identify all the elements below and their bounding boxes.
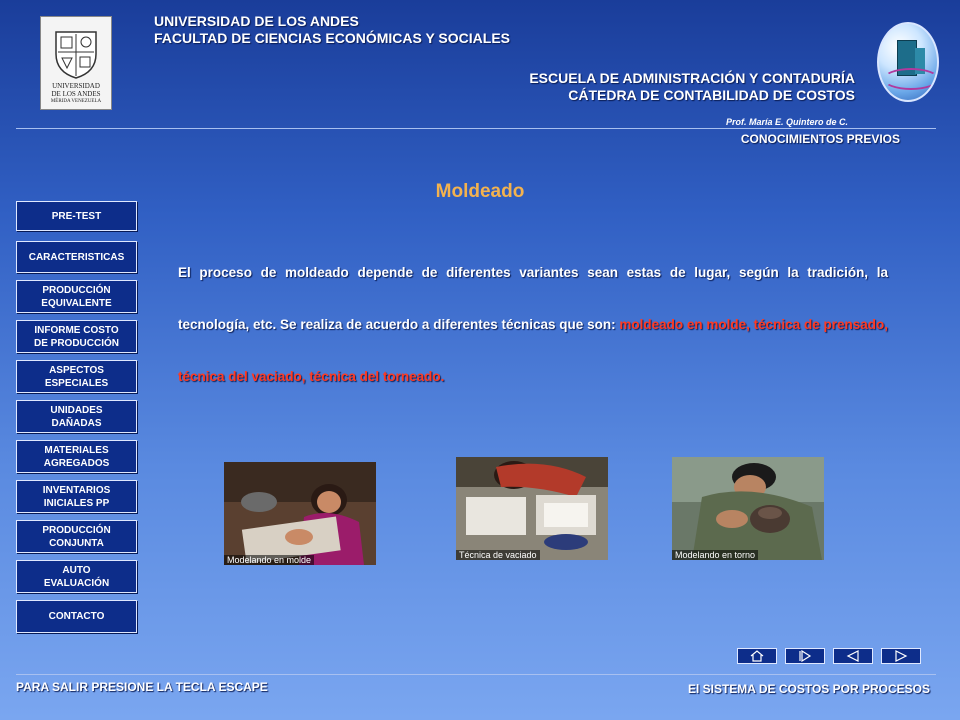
- wheel-photo-icon: [672, 457, 824, 560]
- nav-materiales-agregados[interactable]: [16, 440, 137, 473]
- footer-system-name: El SISTEMA DE COSTOS POR PROCESOS: [687, 682, 930, 696]
- photo-caption: Técnica de vaciado: [456, 550, 540, 560]
- nav-auto-evaluacion[interactable]: [16, 560, 137, 593]
- coat-of-arms-icon: [50, 28, 102, 80]
- school-name: ESCUELA DE ADMINISTRACIÓN Y CONTADURÍA: [529, 70, 855, 86]
- casting-photo-icon: [456, 457, 608, 560]
- nav-label: UNIDADES DAÑADAS: [50, 404, 103, 429]
- photo-torno: [672, 457, 824, 560]
- header-left: [154, 13, 510, 47]
- nav-label: AUTO EVALUACIÓN: [43, 564, 110, 589]
- skip-button[interactable]: [785, 648, 825, 664]
- molding-photo-icon: [224, 462, 376, 565]
- previous-icon: [846, 650, 860, 662]
- computer-globe-icon: [877, 22, 939, 102]
- nav-label: ASPECTOS ESPECIALES: [44, 364, 109, 389]
- nav-produccion-equivalente[interactable]: [16, 280, 137, 313]
- nav-label: PRODUCCIÓN CONJUNTA: [42, 524, 111, 549]
- header-divider: [16, 128, 936, 129]
- nav-label: PRE-TEST: [51, 210, 102, 222]
- nav-informe-costo[interactable]: [16, 320, 137, 353]
- photo-vaciado: [456, 457, 608, 560]
- photo-molde: [224, 462, 376, 565]
- university-name: UNIVERSIDAD DE LOS ANDES: [154, 13, 359, 29]
- university-logo: [40, 16, 112, 110]
- nav-pre-test[interactable]: [16, 201, 137, 231]
- skip-forward-icon: [798, 650, 812, 662]
- body-paragraph: [178, 247, 888, 403]
- home-button[interactable]: [737, 648, 777, 664]
- nav-contacto[interactable]: [16, 600, 137, 633]
- paragraph-highlight: moldeado en molde, técnica de prensado, técnica del vaciado, técnica del torneado.: [178, 317, 888, 384]
- footer-exit-hint: PARA SALIR PRESIONE LA TECLA ESCAPE: [16, 680, 268, 694]
- section-title: CONOCIMIENTOS PREVIOS: [740, 132, 900, 146]
- nav-label: CONTACTO: [48, 611, 105, 622]
- chair-name: CÁTEDRA DE CONTABILIDAD DE COSTOS: [568, 87, 855, 103]
- nav-label: CARACTERISTICAS: [28, 251, 125, 263]
- nav-unidades-danadas[interactable]: [16, 400, 137, 433]
- logo-line-3: MÉRIDA VENEZUELA: [50, 99, 102, 104]
- page-title: Moldeado: [435, 181, 525, 202]
- photo-caption: Modelando en molde: [224, 555, 314, 565]
- nav-label: PRODUCCIÓN EQUIVALENTE: [41, 284, 112, 309]
- home-icon: [750, 650, 764, 662]
- nav-aspectos-especiales[interactable]: [16, 360, 137, 393]
- footer-divider: [16, 674, 936, 675]
- faculty-name: FACULTAD DE CIENCIAS ECONÓMICAS Y SOCIALES: [154, 30, 510, 46]
- logo-line-2: DE LOS ANDES: [51, 90, 101, 98]
- professor-name: Prof. María E. Quintero de C.: [725, 117, 848, 127]
- photo-caption: Modelando en torno: [672, 550, 758, 560]
- nav-caracteristicas[interactable]: [16, 241, 137, 273]
- header-right: [529, 70, 855, 104]
- nav-produccion-conjunta[interactable]: [16, 520, 137, 553]
- nav-inventarios-iniciales[interactable]: [16, 480, 137, 513]
- nav-label: INFORME COSTO DE PRODUCCIÓN: [33, 324, 119, 349]
- nav-label: MATERIALES AGREGADOS: [43, 444, 110, 469]
- next-button[interactable]: [881, 648, 921, 664]
- paragraph-text: El proceso de moldeado depende de diferentes variantes sean estas de lugar, según la tradición, la tecnología, etc. Se realiza de acuerdo a diferentes técnicas que son:: [178, 265, 888, 332]
- logo-line-1: UNIVERSIDAD: [52, 82, 100, 90]
- previous-button[interactable]: [833, 648, 873, 664]
- nav-label: INVENTARIOS INICIALES PP: [42, 484, 111, 509]
- next-icon: [894, 650, 908, 662]
